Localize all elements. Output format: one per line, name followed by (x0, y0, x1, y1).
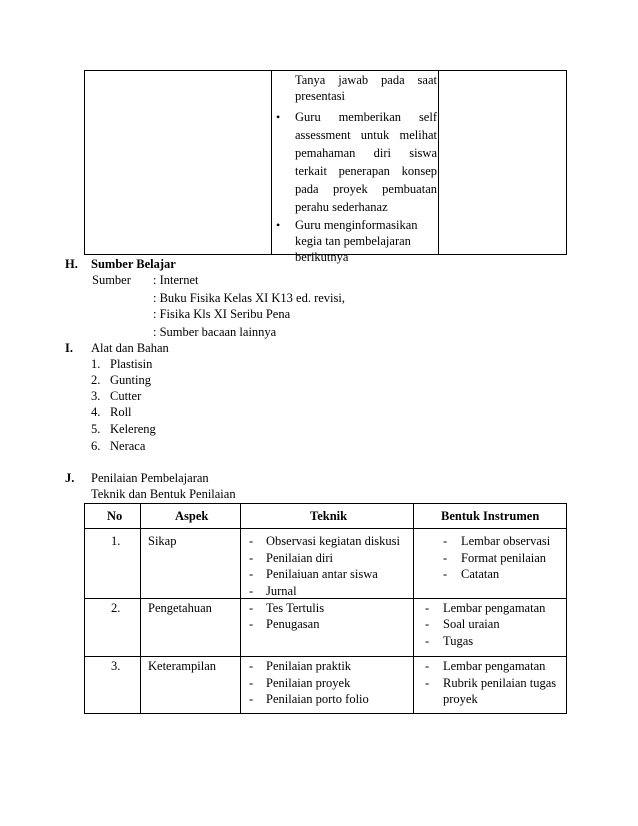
row-aspek: Sikap (148, 534, 177, 548)
dash-marker: - (443, 534, 448, 548)
sumber-item: : Internet (153, 273, 199, 287)
dash-marker: - (249, 617, 254, 631)
row-divider (85, 528, 566, 529)
dash-marker: - (249, 551, 254, 565)
dash-marker: - (249, 676, 254, 690)
list-item-number: 4. (91, 405, 101, 419)
sumber-item: : Sumber bacaan lainnya (153, 325, 277, 339)
teknik-item: Penilaian porto folio (266, 692, 369, 706)
instrumen-item: Rubrik penilaian tugas (443, 676, 557, 690)
header-teknik: Teknik (310, 509, 348, 523)
list-item: Gunting (110, 373, 151, 387)
list-item: Kelereng (110, 422, 156, 436)
section-h-title: Sumber Belajar (91, 257, 176, 271)
header-no: No (107, 509, 123, 523)
dash-marker: - (249, 601, 254, 615)
column-divider (240, 504, 241, 713)
instrumen-item: Catatan (461, 567, 500, 581)
list-item-number: 2. (91, 373, 101, 387)
list-item-number: 3. (91, 389, 101, 403)
row-number: 2. (111, 601, 121, 615)
instrumen-item: Lembar pengamatan (443, 601, 546, 615)
dash-marker: - (425, 634, 430, 648)
list-item: Roll (110, 405, 132, 419)
list-item-number: 1. (91, 357, 101, 371)
text-line: berikutnya (295, 250, 349, 264)
column-divider (271, 71, 272, 254)
row-aspek: Pengetahuan (148, 601, 212, 615)
instrumen-item: Soal uraian (443, 617, 500, 631)
teknik-item: Tes Tertulis (266, 601, 325, 615)
dash-marker: - (249, 584, 254, 598)
dash-marker: - (249, 567, 254, 581)
bullet-icon: • (276, 218, 281, 232)
list-item-number: 5. (91, 422, 101, 436)
column-divider (438, 71, 439, 254)
instrumen-item: Lembar pengamatan (443, 659, 546, 673)
teknik-item: Penilaian praktik (266, 659, 352, 673)
dash-marker: - (425, 601, 430, 615)
teknik-item: Penilaiuan antar siswa (266, 567, 378, 581)
text-line: Tanya jawab pada saat (295, 73, 437, 87)
column-divider (140, 504, 141, 713)
row-number: 1. (111, 534, 121, 548)
assessment-table (84, 503, 567, 714)
table-cell-left (85, 71, 271, 254)
dash-marker: - (443, 551, 448, 565)
dash-marker: - (249, 659, 254, 673)
teknik-item: Penilaian diri (266, 551, 333, 565)
row-number: 3. (111, 659, 121, 673)
dash-marker: - (443, 567, 448, 581)
list-item-number: 6. (91, 439, 101, 453)
header-bentuk-instrumen: Bentuk Instrumen (441, 509, 540, 523)
teknik-item: Observasi kegiatan diskusi (266, 534, 401, 548)
instrumen-item: proyek (443, 692, 478, 706)
dash-marker: - (249, 534, 254, 548)
bullet-icon: • (276, 110, 281, 124)
column-divider (413, 504, 414, 713)
text-line: pada proyek pembuatan (295, 182, 437, 196)
dash-marker: - (425, 676, 430, 690)
text-line: presentasi (295, 89, 345, 103)
text-line: pemahaman diri siswa (295, 146, 437, 160)
section-j-subtitle: Teknik dan Bentuk Penilaian (91, 487, 236, 501)
instrumen-item: Lembar observasi (461, 534, 551, 548)
sumber-item: : Fisika Kls XI Seribu Pena (153, 307, 291, 321)
instrumen-item: Format penilaian (461, 551, 547, 565)
text-line: Guru memberikan self (295, 110, 437, 124)
section-j-letter: J. (65, 471, 75, 485)
dash-marker: - (425, 659, 430, 673)
row-aspek: Keterampilan (148, 659, 217, 673)
teknik-item: Penilaian proyek (266, 676, 351, 690)
instrumen-item: Tugas (443, 634, 474, 648)
text-line: perahu sederhanaz (295, 200, 388, 214)
header-aspek: Aspek (175, 509, 209, 523)
row-divider (85, 656, 566, 657)
list-item: Plastisin (110, 357, 153, 371)
section-i-title: Alat dan Bahan (91, 341, 169, 355)
section-j-title: Penilaian Pembelajaran (91, 471, 209, 485)
section-h-letter: H. (65, 257, 78, 271)
sumber-label: Sumber (92, 273, 131, 287)
dash-marker: - (249, 692, 254, 706)
text-line: kegia tan pembelajaran (295, 234, 411, 248)
list-item: Neraca (110, 439, 146, 453)
row-divider (85, 598, 566, 599)
teknik-item: Penugasan (266, 617, 320, 631)
dash-marker: - (425, 617, 430, 631)
teknik-item: Jurnal (266, 584, 297, 598)
list-item: Cutter (110, 389, 142, 403)
text-line: terkait penerapan konsep (295, 164, 437, 178)
text-line: assessment untuk melihat (295, 128, 437, 142)
text-line: Guru menginformasikan (295, 218, 418, 232)
section-i-letter: I. (65, 341, 73, 355)
sumber-item: : Buku Fisika Kelas XI K13 ed. revisi, (153, 291, 345, 305)
